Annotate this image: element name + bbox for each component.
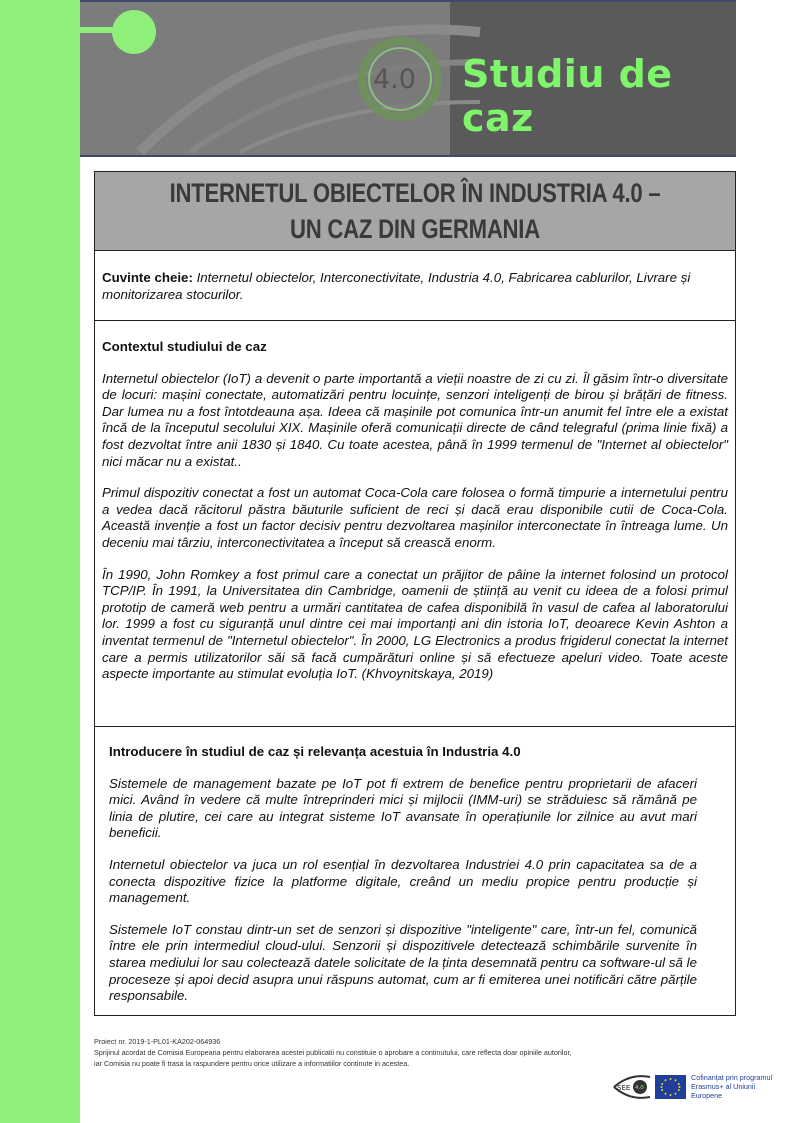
context-paragraph: În 1990, John Romkey a fost primul care a conectat un prăjitor de pâine la internet folosind un protocol TCP/IP. În 1991, la Universitatea din Cambridge, oamenii de știință au venit cu ideea de a folosi primul prototip de cameră web pentru a urmări cantitatea de cafea disponibilă în vasul de cafea al laboratorului lor. 1999 a fost cu siguranță unul dintre cei mai importanți ani din istoria IoT, deoarece Kevin Ashton a inventat termenul de "Internetul obiectelor". În 2000, LG Electronics a produs frigiderul conectat la internet care a permis utilizatorilor săi să facă cumpărături online și să efectueze apeluri video. Toate aceste aspecte importante au stimulat evoluția IoT. (Khvoynitskaya, 2019)	[102, 566, 728, 682]
see-logo-text: SEE	[617, 1084, 631, 1092]
case-study-table	[94, 171, 736, 1016]
introduction-paragraph: Sistemele IoT constau dintr-un set de senzori și dispozitive "inteligente" care, într-un fel, comunică între ele prin intermediul cloud-ului. Senzorii și dispozitivele detectează schimbările survenite în starea mediului lor sau colectează datele solicitate de la ținta desemnată pentru ca software-ul să le proceseze și apoi decid asupra unui răspuns automat, cum ar fi emiterea unei notificări către părțile responsabile.	[109, 921, 697, 1004]
keywords-text: Internetul obiectelor, Interconectivitate, Industria 4.0, Fabricarea cablurilor, Livrare și monitorizarea stocurilor.	[102, 270, 691, 302]
project-number: Proiect nr. 2019-1-PL01-KA202-064936	[94, 1037, 221, 1046]
introduction-cell	[95, 727, 735, 1015]
introduction-paragraph: Sistemele de management bazate pe IoT pot fi extrem de benefice pentru proprietarii de afaceri mici. Având în vedere că multe întreprinderi mici și mijlocii (IMM-uri) se străduiesc să rămână pe linia de plutire, cei care au integrat sisteme IoT avansate în operațiunile lor zilnice au avut mari beneficii.	[109, 775, 697, 841]
footer	[94, 1036, 574, 1069]
case-title: INTERNETUL OBIECTELOR ÎN INDUSTRIA 4.0 – UN CAZ DIN GERMANIA	[169, 178, 661, 244]
industry-4-badge: 4.0	[373, 64, 416, 95]
page-title: Studiu de caz	[462, 52, 673, 140]
eu-flag-icon	[655, 1075, 686, 1099]
erasmus-cofunding-text: Cofinanțat prin programul Erasmus+ al Uniunii Europene	[691, 1073, 773, 1100]
keywords-label: Cuvinte cheie:	[102, 270, 193, 285]
see-logo-badge: 4.0	[635, 1085, 644, 1091]
context-heading: Contextul studiului de caz	[102, 339, 267, 354]
left-accent-bar	[0, 0, 80, 1123]
introduction-paragraph: Internetul obiectelor va juca un rol esențial în dezvoltarea Industriei 4.0 prin capacitatea sa de a conecta dispozitive fizice la platforme digitale, creând un mediu propice pentru producție și management.	[109, 856, 697, 906]
page-header	[80, 0, 736, 157]
eu-disclaimer: Sprijinul acordat de Comisia Europeana pentru elaborarea acestei publicatii nu constituie o aprobare a continutului, care reflecta doar opiniile autorilor, iar Comisia nu poate fi trasa la raspundere pentru orice utilizare a informatiilor continute in acestea.	[94, 1048, 572, 1068]
context-paragraph: Primul dispozitiv conectat a fost un automat Coca-Cola care folosea o formă timpurie a internetului pentru a vedea dacă răcitorul păstra băuturile suficient de reci și dacă erau disponibile cutii de Coca-Cola. Această invenție a fost un factor decisiv pentru dezvoltarea mașinilor interconectate în întreaga lume. Un deceniu mai târziu, interconectivitatea a început să crească enorm.	[102, 485, 728, 550]
decorative-dot	[112, 10, 156, 54]
case-title-cell	[95, 172, 735, 251]
context-cell	[95, 321, 735, 727]
context-paragraph: Internetul obiectelor (IoT) a devenit o parte importantă a vieții noastre de zi cu zi. Îl găsim într-o diversitate de locuri: mașini conectate, automatizări pentru locuințe, senzori inteligenți de birou și brățări de fitness. Dar lumea nu a fost întotdeauna așa. Ideea că mașinile pot comunica într-un anumit fel între ele a existat încă de la începutul secolului XIX. Mașinile oferă comunicații directe de când telegraful (prima linie fixă) a fost dezvoltat între anii 1830 și 1840. Cu toate acestea, până în 1999 termenul de "Internet al obiectelor" nici măcar nu a existat..	[102, 370, 728, 469]
keywords-cell	[95, 251, 735, 321]
introduction-heading: Introducere în studiul de caz și relevanța acestuia în Industria 4.0	[109, 744, 521, 759]
see-logo	[612, 1073, 652, 1101]
